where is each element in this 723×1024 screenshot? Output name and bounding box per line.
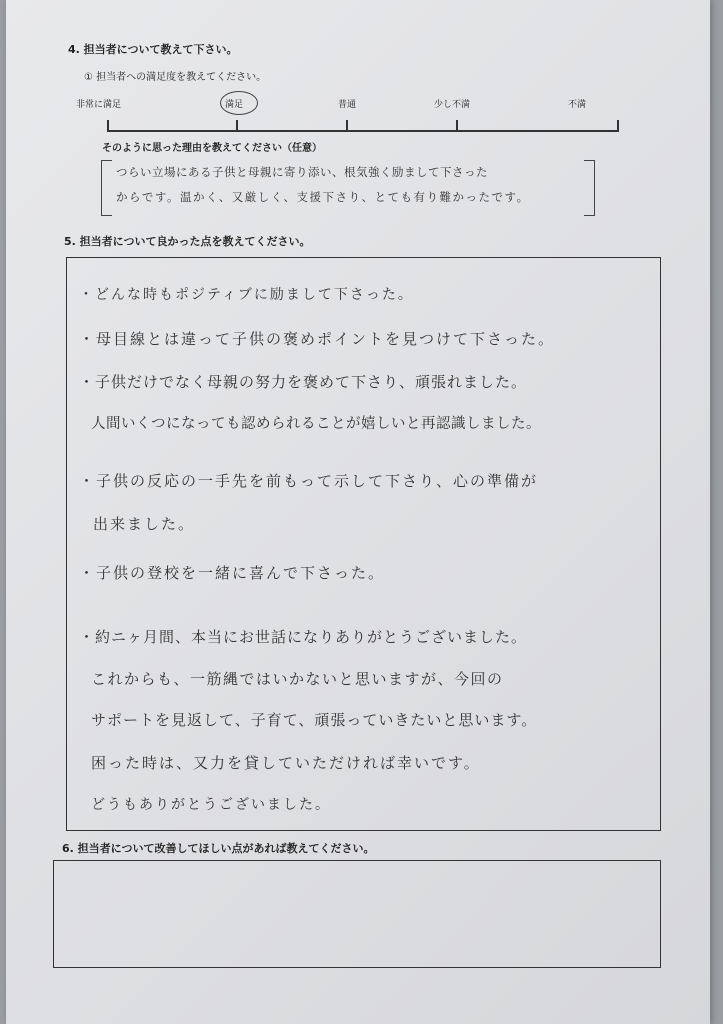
- reason-line-1: つらい立場にある子供と母親に寄り添い、根気強く励まして下さった: [116, 165, 488, 179]
- improvement-answer-box: [53, 860, 661, 968]
- good-point-line: どうもありがとうございました。: [91, 797, 331, 813]
- scale-tick: [346, 120, 348, 132]
- good-point-line: ・子供の反応の一手先を前もって示して下さり、心の準備が: [79, 472, 539, 490]
- good-point-line: 困った時は、又力を貸していただければ幸いです。: [91, 754, 481, 772]
- satisfaction-question: ① 担当者への満足度を教えてください。: [84, 72, 267, 83]
- good-point-line: ・子供だけでなく母親の努力を褒めて下さり、頑張れました。: [79, 373, 528, 391]
- reason-bracket-left: [101, 160, 112, 216]
- scale-tick: [107, 120, 109, 132]
- good-point-line: 出来ました。: [93, 515, 196, 533]
- reason-heading: そのように思った理由を教えてください（任意）: [102, 143, 322, 154]
- good-point-line: これからも、一筋縄ではいかないと思いますが、今回の: [91, 670, 504, 688]
- good-point-line: ・母目線とは違って子供の褒めポイントを見つけて下さった。: [79, 330, 556, 348]
- scale-label-satisfied: 満足: [225, 100, 244, 110]
- scale-tick: [617, 120, 619, 132]
- section4-heading: 4. 担当者について教えて下さい。: [68, 43, 238, 56]
- reason-bracket-right: [584, 160, 595, 216]
- reason-line-2: からです。温かく、又厳しく、支援下さり、とても有り難かったです。: [116, 190, 530, 204]
- scale-label-slightly-dissatisfied: 少し不満: [434, 100, 471, 110]
- selected-rating-circle: [220, 91, 258, 115]
- good-point-line: サポートを見返して、子育て、頑張っていきたいと思います。: [91, 711, 538, 729]
- section6-heading: 6. 担当者について改善してほしい点があれば教えてください。: [62, 842, 375, 855]
- good-point-line: ・どんな時もポジティブに励まして下さった。: [79, 287, 414, 303]
- good-point-line: ・約ニヶ月間、本当にお世話になりありがとうございました。: [79, 628, 528, 646]
- scale-label-very-satisfied: 非常に満足: [76, 100, 122, 110]
- scale-label-dissatisfied: 不満: [568, 100, 587, 110]
- good-point-line: ・子供の登校を一緒に喜んで下さった。: [79, 564, 386, 582]
- rating-scale-line: [107, 130, 619, 132]
- section5-heading: 5. 担当者について良かった点を教えてください。: [64, 235, 311, 248]
- scale-label-neutral: 普通: [338, 100, 357, 110]
- questionnaire-page: [6, 0, 710, 1024]
- scale-tick: [456, 120, 458, 132]
- good-point-line: 人間いくつになっても認められることが嬉しいと再認識しました。: [91, 416, 541, 432]
- good-points-answer-box: [66, 257, 661, 831]
- scale-tick: [236, 120, 238, 132]
